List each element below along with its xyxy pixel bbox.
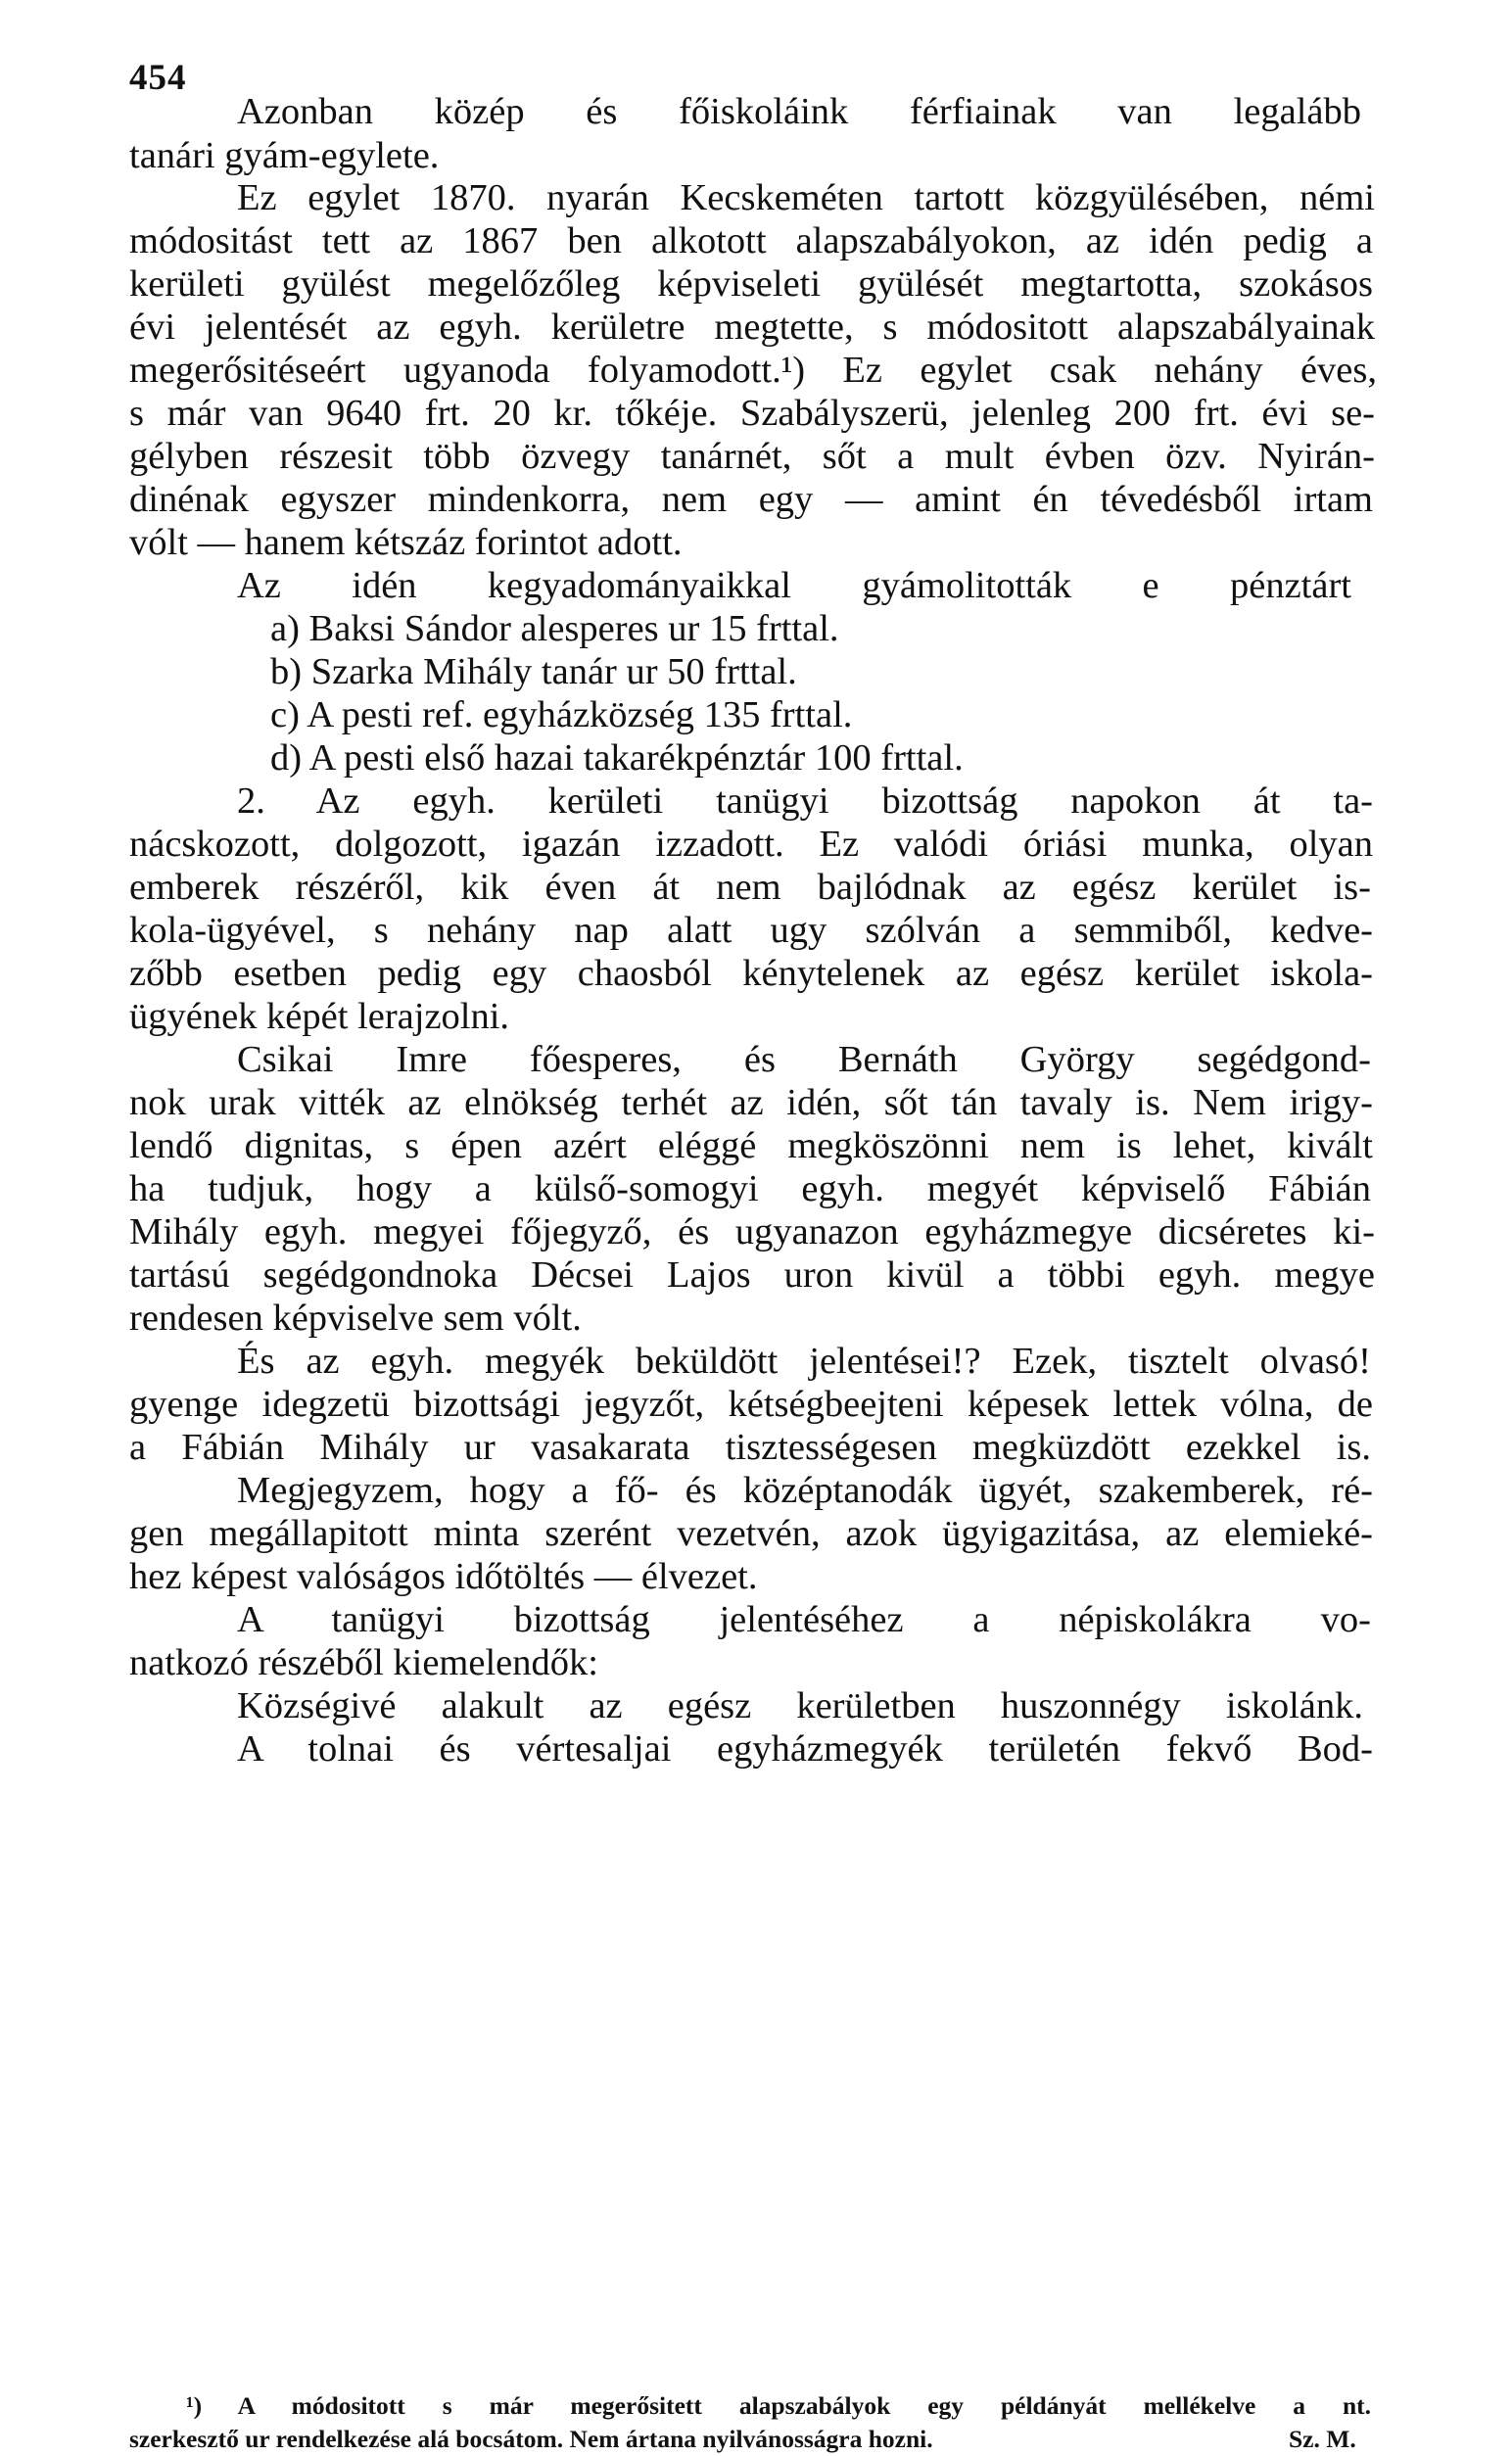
text-line: vólt — hanem kétszáz forintot adott.	[129, 522, 683, 563]
text-line: dinénak egyszer mindenkorra, nem egy — amint én tévedésből irtam	[129, 479, 1373, 520]
text-line: A tanügyi bizottság jelentéséhez a népiskolákra vo-	[237, 1599, 1371, 1640]
footnote-line: szerkesztő ur rendelkezése alá bocsátom. Nem ártana nyilvánosságra hozni.	[129, 2425, 933, 2453]
text-line: s már van 9640 frt. 20 kr. tőkéje. Szabályszerü, jelenleg 200 frt. évi se-	[129, 393, 1375, 434]
text-line: natkozó részéből kiemelendők:	[129, 1642, 598, 1683]
text-line: 2. Az egyh. kerületi tanügyi bizottság napokon át ta-	[237, 780, 1373, 822]
list-item: d) A pesti első hazai takarékpénztár 100 frttal.	[270, 737, 964, 779]
text-line: zőbb esetben pedig egy chaosból kénytelenek az egész kerület iskola-	[129, 953, 1373, 994]
text-line: lendő dignitas, s épen azért eléggé megköszönni nem is lehet, kivált	[129, 1125, 1373, 1166]
text-line: A tolnai és vértesaljai egyházmegyék területén fekvő Bod-	[237, 1728, 1373, 1770]
list-item: a) Baksi Sándor alesperes ur 15 frttal.	[270, 608, 839, 649]
text-line: gyenge idegzetü bizottsági jegyzőt, kétségbeejteni képesek lettek vólna, de	[129, 1384, 1373, 1425]
text-line: Az idén kegyadományaikkal gyámolitották e pénztárt	[237, 565, 1351, 606]
footnote-signature: Sz. M.	[1289, 2425, 1356, 2453]
text-line: gen megállapitott minta szerént vezetvén, azok ügyigazitása, az elemieké-	[129, 1513, 1373, 1554]
text-line: Megjegyzem, hogy a fő- és középtanodák ügyét, szakemberek, ré-	[237, 1470, 1373, 1511]
text-line: ügyének képét lerajzolni.	[129, 996, 510, 1037]
text-line: És az egyh. megyék beküldött jelentései!? Ezek, tisztelt olvasó!	[237, 1341, 1371, 1382]
text-line: tartású segédgondnoka Décsei Lajos uron kivül a többi egyh. megye	[129, 1254, 1375, 1296]
text-line: módositást tett az 1867 ben alkotott alapszabályokon, az idén pedig a	[129, 220, 1373, 261]
footnote-line: ¹) A módositott s már megerősitett alapszabályok egy példányát mellékelve a nt.	[186, 2391, 1371, 2420]
text-line: kola-ügyével, s nehány nap alatt ugy szólván a semmiből, kedve-	[129, 910, 1373, 951]
text-line: Csikai Imre főesperes, és Bernáth György segédgond-	[237, 1039, 1371, 1080]
text-line: Azonban közép és főiskoláink férfiainak van legalább	[237, 91, 1361, 132]
text-line: nácskozott, dolgozott, igazán izzadott. Ez valódi óriási munka, olyan	[129, 824, 1373, 865]
text-line: tanári gyám-egylete.	[129, 135, 440, 176]
text-line: évi jelentését az egyh. kerületre megtette, s módositott alapszabályainak	[129, 307, 1375, 348]
text-line: ha tudjuk, hogy a külső-somogyi egyh. megyét képviselő Fábián	[129, 1168, 1371, 1209]
text-line: a Fábián Mihály ur vasakarata tisztességesen megküzdött ezekkel is.	[129, 1427, 1371, 1468]
list-item: b) Szarka Mihály tanár ur 50 frttal.	[270, 651, 797, 692]
text-line: hez képest valóságos időtöltés — élvezet.	[129, 1556, 758, 1597]
text-line: Ez egylet 1870. nyarán Kecskeméten tartott közgyülésében, némi	[237, 177, 1375, 218]
list-item: c) A pesti ref. egyházközség 135 frttal.	[270, 694, 853, 735]
text-line: Községivé alakult az egész kerületben huszonnégy iskolánk.	[237, 1685, 1363, 1726]
page-number: 454	[129, 58, 187, 98]
text-line: emberek részéről, kik éven át nem bajlódnak az egész kerület is-	[129, 867, 1371, 908]
text-line: megerősitéseért ugyanoda folyamodott.¹) Ez egylet csak nehány éves,	[129, 350, 1377, 391]
text-line: nok urak vitték az elnökség terhét az idén, sőt tán tavaly is. Nem irigy-	[129, 1082, 1373, 1123]
text-line: kerületi gyülést megelőzőleg képviseleti gyülését megtartotta, szokásos	[129, 263, 1373, 305]
text-line: rendesen képviselve sem vólt.	[129, 1298, 582, 1339]
text-line: gélyben részesit több özvegy tanárnét, sőt a mult évben özv. Nyirán-	[129, 436, 1375, 477]
text-line: Mihály egyh. megyei főjegyző, és ugyanazon egyházmegye dicséretes ki-	[129, 1211, 1375, 1252]
